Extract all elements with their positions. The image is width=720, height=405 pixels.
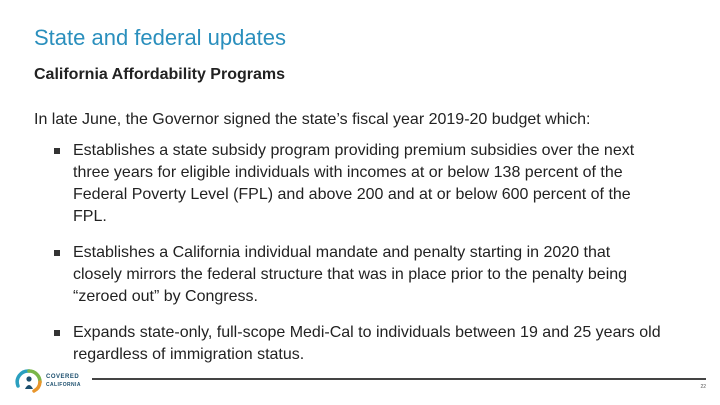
footer-divider	[92, 378, 706, 380]
covered-california-logo	[14, 366, 94, 396]
bullet-item	[52, 322, 662, 366]
logo-wordmark-top: COVERED	[46, 374, 80, 380]
logo-wordmark-bottom: CALIFORNIA	[46, 382, 81, 388]
bullet-text: Expands state-only, full-scope Medi-Cal to individuals between 19 and 25 years old regardless of immigration status.	[73, 324, 661, 363]
slide-title: State and federal updates	[34, 25, 286, 50]
bullet-square-icon	[54, 330, 60, 336]
bullet-text: Establishes a state subsidy program providing premium subsidies over the next three years for eligible individuals with incomes at or below 138 percent of the Federal Poverty Level (FPL) and above 200 and at or below 600 percent of the FPL.	[73, 142, 635, 225]
slide-subtitle: California Affordability Programs	[34, 66, 285, 83]
bullet-list	[52, 140, 662, 380]
bullet-square-icon	[54, 148, 60, 154]
page-number: 22	[700, 384, 706, 390]
intro-text: In late June, the Governor signed the state’s fiscal year 2019-20 budget which:	[34, 111, 591, 128]
bullet-text: Establishes a California individual mandate and penalty starting in 2020 that closely mirrors the federal structure that was in place prior to the penalty being “zeroed out” by Congress.	[73, 244, 628, 305]
bullet-item	[52, 242, 662, 308]
bullet-square-icon	[54, 250, 60, 256]
bullet-item	[52, 140, 662, 228]
logo-mark-icon	[14, 366, 44, 396]
